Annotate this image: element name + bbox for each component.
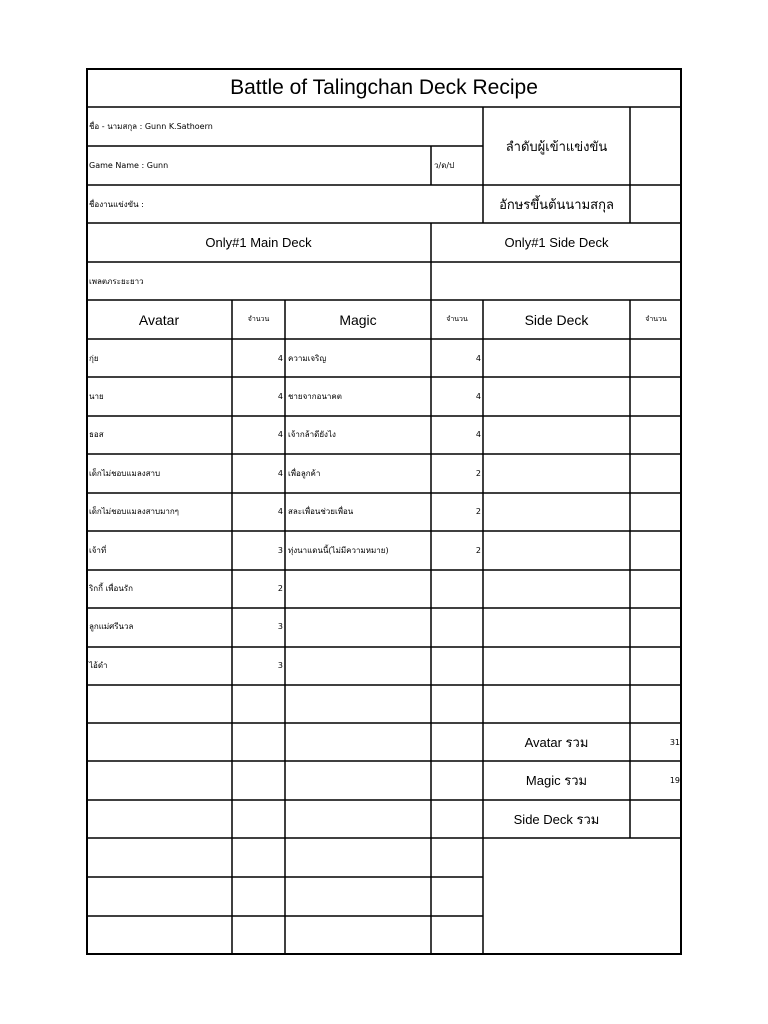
avatar-card-qty: 3 — [277, 545, 283, 555]
magic-card-qty: 4 — [475, 353, 481, 363]
player-name-value: Gunn K.Sathoern — [144, 122, 213, 131]
avatar-total-value: 31 — [669, 737, 680, 747]
avatar-card-name: เด็กไม่ชอบแมลงสาบมากๆ — [89, 507, 179, 517]
surname-initial-field[interactable] — [630, 185, 682, 223]
avatar-card-name: ลูกแม่ศรีนวล — [89, 622, 134, 632]
magic-card-qty: 2 — [475, 468, 481, 478]
magic-card-name: เพื่อลูกค้า — [288, 468, 321, 478]
avatar-card-qty: 4 — [277, 353, 283, 363]
side-deck-column-header: Side Deck — [524, 311, 589, 328]
format-label: เพลตภระยะยาว — [89, 276, 144, 286]
avatar-total-label: Avatar รวม — [524, 734, 589, 750]
magic-card-qty: 4 — [475, 430, 481, 440]
magic-card-qty: 4 — [475, 392, 481, 402]
deck-recipe-form — [86, 68, 682, 955]
avatar-card-name: กุ่ย — [89, 353, 99, 363]
avatar-card-name: เจ้าที่ — [89, 545, 107, 555]
avatar-column-header: Avatar — [138, 311, 180, 328]
side-deck-total-label: Side Deck รวม — [513, 811, 600, 827]
avatar-card-qty: 3 — [277, 622, 283, 632]
form-title: Battle of Talingchan Deck Recipe — [230, 75, 538, 99]
magic-column-header: Magic — [339, 311, 377, 328]
magic-card-name: ทุ่งนาแดนนี้(ไม่มีความหมาย) — [288, 545, 389, 555]
avatar-card-qty: 4 — [277, 507, 283, 517]
avatar-card-name: นาย — [89, 392, 104, 402]
avatar-card-qty: 4 — [277, 430, 283, 440]
magic-card-name: เจ้ากล้าดียังไง — [288, 430, 336, 440]
main-deck-label: Only#1 Main Deck — [205, 235, 312, 250]
side-qty-header: จำนวน — [645, 315, 667, 323]
magic-card-name: ชายจากอนาคต — [288, 392, 342, 402]
game-name-field[interactable] — [86, 146, 431, 185]
magic-card-qty: 2 — [475, 545, 481, 555]
avatar-card-qty: 3 — [277, 660, 283, 670]
avatar-card-qty: 4 — [277, 468, 283, 478]
date-field-label: ว/ด/ป — [434, 161, 455, 170]
side-deck-total-value — [630, 800, 682, 838]
game-name-value: Gunn — [146, 161, 169, 170]
player-name-label: ชื่อ - นามสกุล : — [89, 122, 143, 131]
surname-initial-label: อักษรขึ้นต้นนามสกุล — [499, 196, 614, 212]
magic-card-qty: 2 — [475, 507, 481, 517]
avatar-card-name: ริกกี้ เพื่อนรัก — [89, 584, 133, 594]
entrant-order-field[interactable] — [630, 107, 682, 185]
avatar-qty-header: จำนวน — [247, 315, 270, 323]
avatar-card-name: ธอส — [89, 430, 104, 440]
event-name-label: ชื่องานแข่งขัน : — [89, 199, 144, 209]
magic-total-value: 19 — [669, 776, 680, 785]
magic-total-label: Magic รวม — [525, 773, 588, 788]
avatar-card-qty: 4 — [277, 392, 283, 402]
game-name-label: Game Name : — [89, 161, 145, 170]
avatar-card-qty: 2 — [277, 584, 283, 594]
avatar-card-name: ไอ้ดำ — [89, 660, 108, 670]
avatar-card-name: เด็กไม่ชอบแมลงสาบ — [89, 468, 161, 478]
side-deck-label: Only#1 Side Deck — [504, 235, 609, 250]
entrant-order-label: ลำดับผู้เข้าแข่งขัน — [505, 138, 608, 154]
magic-card-name: สละเพื่อนช่วยเพื่อน — [288, 507, 354, 517]
event-name-field[interactable] — [86, 185, 483, 223]
magic-card-name: ความเจริญ — [288, 353, 327, 363]
magic-qty-header: จำนวน — [446, 315, 468, 323]
player-name-field[interactable] — [86, 107, 483, 146]
